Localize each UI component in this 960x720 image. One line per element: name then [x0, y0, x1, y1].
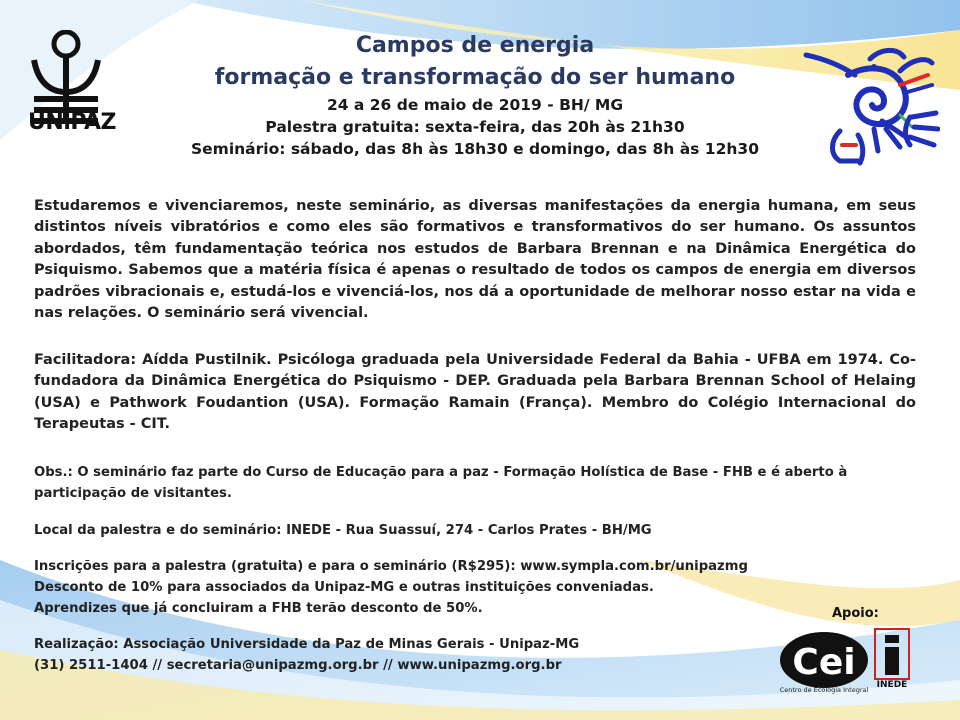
event-header: [150, 30, 800, 160]
obs-line-1: Obs.: O seminário faz parte do Curso de Educação para a paz - Formação Holística de Base - FHB e é aberto à: [34, 465, 848, 480]
cei-caption: Centro de Ecologia Integral: [779, 686, 869, 694]
seminario-schedule: Seminário: sábado, das 8h às 18h30 e domingo, das 8h às 12h30: [191, 140, 759, 158]
palestra-schedule: Palestra gratuita: sexta-feira, das 20h às 21h30: [265, 118, 685, 136]
registration-line-2: Desconto de 10% para associados da Unipaz-MG e outras instituições conveniadas.: [34, 580, 654, 595]
inede-caption: INEDE: [876, 680, 908, 690]
obs-line-2: participação de visitantes.: [34, 486, 232, 501]
apoio-label: Apoio:: [832, 606, 879, 621]
registration-info: [34, 556, 916, 619]
registration-line-1: Inscrições para a palestra (gratuita) e para o seminário (R$295): www.sympla.com.br/unipazmg: [34, 559, 748, 574]
title-line-2: formação e transformação do ser humano: [214, 65, 736, 90]
obs-note: [34, 462, 916, 504]
facilitator-paragraph: Facilitadora: Aídda Pustilnik. Psicóloga graduada pela Universidade Federal da Bahia - UFBA em 1974. Co-fundadora da Dinâmica Energética do Psiquismo - DEP. Graduada pela Barbara Brennan School of Helaing (USA) e Pathwork Foudantion (USA). Formação Ramain (França). Membro do Colégio Internacional do Terapeutas - CIT.: [34, 352, 916, 433]
venue-info: [34, 520, 916, 541]
title-line-1: Campos de energia: [355, 33, 595, 58]
cei-logo-icon: [778, 628, 870, 694]
hummingbird-icon: [800, 45, 940, 170]
event-date: 24 a 26 de maio de 2019 - BH/ MG: [326, 96, 624, 114]
unipaz-logo-text: UNiPAZ: [28, 110, 116, 135]
organizer-line-1: Realização: Associação Universidade da Paz de Minas Gerais - Unipaz-MG: [34, 637, 580, 652]
cei-logo-text: Cei: [792, 642, 856, 683]
venue-line: Local da palestra e do seminário: INEDE - Rua Suassuí, 274 - Carlos Prates - BH/MG: [34, 523, 652, 538]
description-paragraph: Estudaremos e vivenciaremos, neste seminário, as diversas manifestações da energia humana, em seus distintos níveis vibratórios e como eles são formativos e transformativos do ser humano. Os assuntos abordados, têm fundamentação teórica nos estudos de Barbara Brennan e na Dinâmica Energética do Psiquismo. Sabemos que a matéria física é apenas o resultado de todos os campos de energia em diversos padrões vibracionais e, estudá-los e vivenciá-los, nos dá a oportunidade de melhorar nosso estar na vida e nas relações. O seminário será vivencial.: [34, 198, 916, 322]
organizer-line-2: (31) 2511-1404 // secretaria@unipazmg.org.br // www.unipazmg.org.br: [34, 658, 562, 673]
registration-line-3: Aprendizes que já concluiram a FHB terão desconto de 50%.: [34, 601, 483, 616]
